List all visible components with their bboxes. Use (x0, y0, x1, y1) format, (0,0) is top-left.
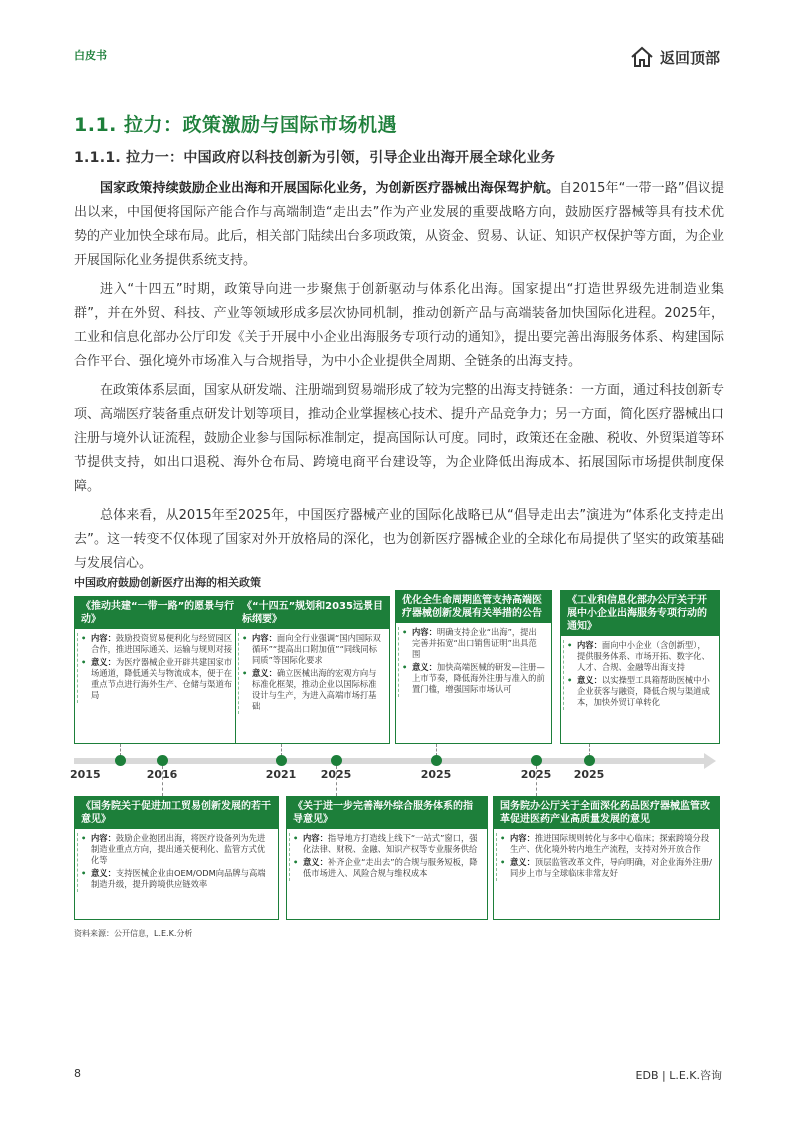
meaning-label: 意义： (91, 657, 116, 667)
meaning-label: 意义： (412, 662, 437, 672)
timeline-year: 2015 (70, 768, 101, 781)
timeline-year: 2016 (146, 768, 178, 781)
content-label: 内容： (303, 833, 328, 843)
policy-content: 指导地方打造线上线下“一站式”窗口，强化法律、财税、金融、知识产权等专业服务供给 (303, 833, 478, 854)
paragraph (74, 379, 724, 499)
timeline-dot (584, 755, 595, 766)
policy-card (493, 796, 720, 920)
policy-card-title: 《推动共建“一带一路”的愿景与行动》 (75, 597, 246, 629)
content-label: 内容： (577, 640, 602, 650)
back-to-top-link[interactable] (630, 46, 720, 68)
policy-content: 鼓励投资贸易便利化与经贸园区合作，推进国际通关、运输与规则对接 (91, 633, 233, 654)
paragraph-text: 进入“十四五”时期，政策导向进一步聚焦于创新驱动与体系化出海。国家提出“打造世界级先进制造业集群”，并在外贸、科技、产业等领域形成多层次协同机制，推动创新产品与高端装备加快国际化进程。2025年，工业和信息化部办公厅印发《关于开展中小企业出海服务专项行动的通知》，提出要完善出海服务体系、构建国际合作平台、强化境外市场准入与合规指导，为中小企业提供全周期、全链条的出海支持。 (74, 282, 724, 369)
paragraph-lead: 国家政策持续鼓励企业出海和开展国际化业务，为创新医疗器械出海保驾护航。 (100, 181, 560, 196)
timeline-dot (431, 755, 442, 766)
timeline-dot (115, 755, 126, 766)
meaning-label: 意义： (252, 668, 277, 678)
meaning-label: 意义： (510, 857, 535, 867)
policy-card-body: • 内容：鼓励企业抱团出海，将医疗设备列为先进制造业重点方向，提出通关便利化、监管方式优化等 • 意义：支持医械企业由OEM/ODM向品牌与高端制造升级，提升跨境供应链效率 (75, 829, 278, 896)
meaning-label: 意义： (577, 675, 602, 685)
timeline-year: 2025 (320, 768, 352, 781)
policy-card-title: 《工业和信息化部办公厅关于开展中小企业出海服务专项行动的通知》 (561, 591, 719, 636)
figure-source: 资料来源：公开信息，L.E.K.分析 (74, 929, 193, 938)
policy-card (560, 590, 720, 744)
timeline-arrow-icon (704, 753, 716, 769)
policy-content: 推进国际规则转化与多中心临床；探索跨境分段生产、优化境外转内地生产流程，支持对外开放合作 (510, 833, 710, 854)
body-text (74, 177, 724, 581)
policy-meaning: 为医疗器械企业开辟共建国家市场通道，降低通关与物流成本，便于在重点节点进行海外生产、仓储与渠道布局 (91, 657, 233, 700)
policy-card-body: • 内容：面向中小企业（含创新型），提供服务体系、市场开拓、数字化、人才、合规、金融等出海支持 • 意义：以实操型工具箱帮助医械中小企业获客与融资，降低合规与渠道成本，加快外贸订单转化 (561, 636, 719, 714)
paragraph-text: 在政策体系层面，国家从研发端、注册端到贸易端形成了较为完整的出海支持链条：一方面，通过科技创新专项、高端医疗装备重点研发计划等项目，推动企业掌握核心技术、提升产品竞争力；另一方面，简化医疗器械出口注册与境外认证流程，鼓励企业参与国际标准制定，提高国际认可度。同时，政策还在金融、税收、外贸渠道等环节提供支持，如出口退税、海外仓布局、跨境电商平台建设等，为企业降低出海成本、拓展国际市场提供制度保障。 (74, 383, 725, 494)
timeline-year: 2021 (265, 768, 297, 781)
policy-card-body: • 内容：指导地方打造线上线下“一站式”窗口，强化法律、财税、金融、知识产权等专业服务供给 • 意义：补齐企业“走出去”的合规与服务短板，降低市场进入、风险合规与维权成本 (287, 829, 487, 885)
meaning-label: 意义： (91, 868, 116, 878)
meaning-label: 意义： (303, 857, 328, 867)
policy-content: 鼓励企业抱团出海，将医疗设备列为先进制造业重点方向，提出通关便利化、监管方式优化等 (91, 833, 266, 865)
policy-content: 明确支持企业“出海”，提出完善并拓宽“出口销售证明”出具范围 (412, 627, 537, 659)
timeline-year: 2025 (420, 768, 452, 781)
policy-meaning: 确立医械出海的宏观方向与标准化框架，推动企业以国际标准设计与生产，为进入高端市场打基础 (252, 668, 377, 711)
policy-card-title: 《关于进一步完善海外综合服务体系的指导意见》 (287, 797, 487, 829)
timeline-year: 2025 (573, 768, 605, 781)
paragraph (74, 278, 724, 374)
policy-card (235, 596, 390, 744)
policy-card-title: 国务院办公厅关于全面深化药品医疗器械监管改革促进医药产业高质量发展的意见 (494, 797, 719, 829)
policy-card (395, 590, 552, 744)
paragraph-text: 总体来看，从2015年至2025年，中国医疗器械产业的国际化战略已从“倡导走出去”演进为“体系化支持走出去”。这一转变不仅体现了国家对外开放格局的深化，也为创新医疗器械企业的全球化布局提供了坚实的政策基础与发展信心。 (74, 508, 724, 571)
timeline-year: 2025 (520, 768, 552, 781)
home-icon (630, 46, 654, 68)
timeline-dot (531, 755, 542, 766)
policy-meaning: 加快高端医械的研发—注册—上市节奏，降低海外注册与准入的前置门槛，增强国际市场认可 (412, 662, 545, 694)
subsection-heading: 1.1.1. 拉力一：中国政府以科技创新为引领，引导企业出海开展全球化业务 (74, 150, 556, 166)
content-label: 内容： (510, 833, 535, 843)
policy-meaning: 以实操型工具箱帮助医械中小企业获客与融资，降低合规与渠道成本，加快外贸订单转化 (577, 675, 710, 707)
document-tag: 白皮书 (74, 49, 107, 62)
policy-card (74, 596, 247, 744)
figure-title: 中国政府鼓励创新医疗出海的相关政策 (74, 576, 261, 589)
policy-card-body: • 内容：推进国际规则转化与多中心临床；探索跨境分段生产、优化境外转内地生产流程，支持对外开放合作 • 意义：顶层监管改革文件，导向明确，对企业海外注册/同步上市与全球临床非常友好 (494, 829, 719, 885)
policy-content: 面向中小企业（含创新型），提供服务体系、市场开拓、数字化、人才、合规、金融等出海支持 (577, 640, 710, 672)
policy-card-title: 《国务院关于促进加工贸易创新发展的若干意见》 (75, 797, 278, 829)
timeline-bar (74, 758, 706, 764)
timeline-dot (276, 755, 287, 766)
policy-card-body: • 内容：明确支持企业“出海”，提出完善并拓宽“出口销售证明”出具范围 • 意义：加快高端医械的研发—注册—上市节奏，降低海外注册与准入的前置门槛，增强国际市场认可 (396, 623, 551, 701)
content-label: 内容： (91, 633, 116, 643)
policy-meaning: 顶层监管改革文件，导向明确，对企业海外注册/同步上市与全球临床非常友好 (510, 857, 712, 878)
policy-card-title: 《“十四五”规划和2035远景目标纲要》 (236, 597, 389, 629)
paragraph-text: 自2015年“一带一路”倡议提出以来，中国便将国际产能合作与高端制造“走出去”作为产业发展的重要战略方向，鼓励医疗器械等具有技术优势的产业加快全球布局。此后，相关部门陆续出台多项政策，从资金、贸易、认证、知识产权保护等方面，为企业开展国际化业务提供系统支持。 (74, 181, 725, 268)
policy-card-body: • 内容：面向全行业强调“国内国际双循环”“提高出口附加值”“同线同标同质”等国际化要求 • 意义：确立医械出海的宏观方向与标准化框架，推动企业以国际标准设计与生产，为进入高端市场打基础 (236, 629, 389, 718)
policy-card (286, 796, 488, 920)
policy-card-body: • 内容：鼓励投资贸易便利化与经贸园区合作，推进国际通关、运输与规则对接 • 意义：为医疗器械企业开辟共建国家市场通道，降低通关与物流成本，便于在重点节点进行海外生产、仓储与渠道布局 (75, 629, 246, 707)
paragraph (74, 177, 724, 273)
footer-brand: EDB | L.E.K.咨询 (635, 1069, 722, 1082)
policy-card-title: 优化全生命周期监管支持高端医疗器械创新发展有关举措的公告 (396, 591, 551, 623)
content-label: 内容： (412, 627, 437, 637)
page-number: 8 (74, 1067, 81, 1080)
policy-card (74, 796, 279, 920)
back-to-top-label: 返回顶部 (659, 48, 720, 67)
timeline-dot (157, 755, 168, 766)
paragraph (74, 504, 724, 576)
policy-meaning: 补齐企业“走出去”的合规与服务短板，降低市场进入、风险合规与维权成本 (303, 857, 478, 878)
section-heading: 1.1. 拉力：政策激励与国际市场机遇 (74, 114, 397, 136)
content-label: 内容： (91, 833, 116, 843)
content-label: 内容： (252, 633, 277, 643)
timeline-dot (331, 755, 342, 766)
policy-content: 面向全行业强调“国内国际双循环”“提高出口附加值”“同线同标同质”等国际化要求 (252, 633, 381, 665)
policy-meaning: 支持医械企业由OEM/ODM向品牌与高端制造升级，提升跨境供应链效率 (91, 868, 266, 889)
